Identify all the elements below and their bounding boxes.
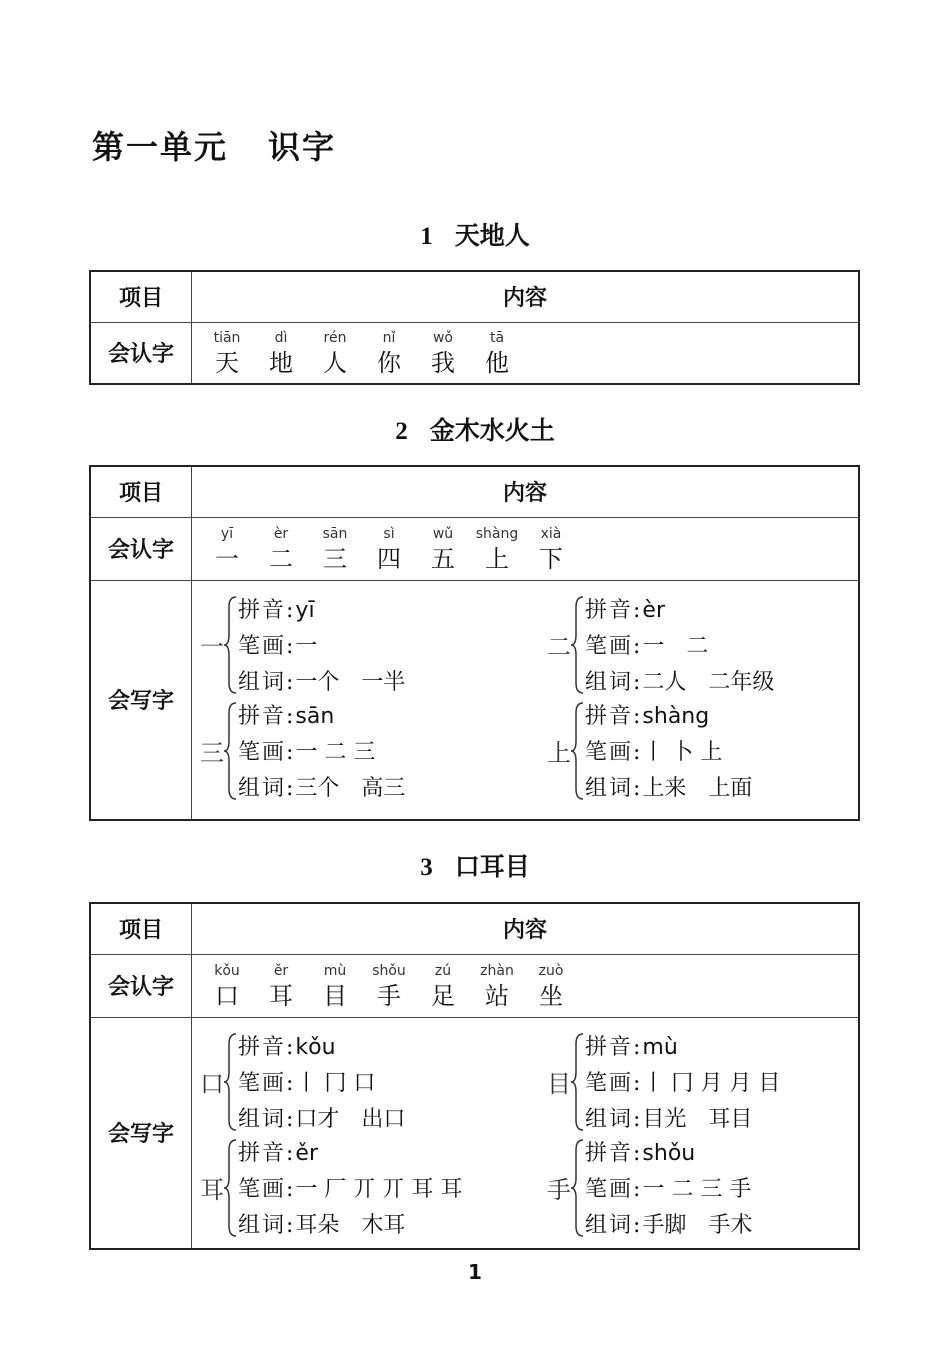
words-line <box>238 1208 405 1239</box>
unit-title-number: 第一单元 <box>92 128 229 166</box>
hanzi-char: 天 <box>215 348 239 377</box>
lesson-2-title <box>0 411 950 447</box>
line-label: 拼音: <box>585 597 643 623</box>
hanzi-char: 人 <box>323 348 347 377</box>
pinyin-label: xià <box>540 525 562 542</box>
line-label: 组词: <box>585 1106 643 1132</box>
line-value: 手脚 手术 <box>642 1212 753 1238</box>
hanzi-char: 耳 <box>269 981 293 1010</box>
pinyin-label: sì <box>383 525 395 542</box>
lesson-name: 口耳目 <box>454 852 530 881</box>
pinyin-label: nǐ <box>382 329 396 346</box>
header-item: 项目 <box>90 466 192 517</box>
brace-icon <box>223 595 237 695</box>
hanzi-char: 手 <box>377 981 401 1010</box>
words-line <box>238 1102 405 1133</box>
line-label: 拼音: <box>238 1140 296 1166</box>
hanzi-char: 我 <box>431 348 455 377</box>
lesson-number: 3 <box>420 854 433 881</box>
write-char: 耳 <box>200 1175 224 1204</box>
recognize-char <box>416 524 470 574</box>
write-char: 二 <box>547 632 571 661</box>
pinyin-label: zhàn <box>480 962 514 979</box>
line-value: 一 <box>295 633 318 659</box>
write-cell <box>192 580 860 820</box>
lesson-1-table <box>89 270 860 385</box>
recognize-char <box>200 328 254 378</box>
strokes-line <box>585 629 708 660</box>
line-label: 笔画: <box>585 739 643 765</box>
header-content: 内容 <box>192 271 860 322</box>
write-block <box>200 701 500 806</box>
line-value: 上来 上面 <box>642 775 753 801</box>
strokes-line <box>238 629 317 660</box>
header-content: 内容 <box>192 466 860 517</box>
recognize-chars <box>192 328 858 378</box>
pinyin-label: èr <box>273 525 289 542</box>
lesson-3-title <box>0 847 950 883</box>
pinyin-line <box>238 1030 336 1061</box>
recognize-char <box>200 524 254 574</box>
recognize-cell <box>192 517 860 580</box>
line-value: 丨 卜 上 <box>642 739 723 765</box>
write-block <box>200 1032 500 1137</box>
line-label: 笔画: <box>585 1176 643 1202</box>
line-value: 一个 一半 <box>295 669 406 695</box>
hanzi-char: 他 <box>485 348 509 377</box>
header-content: 内容 <box>192 903 860 954</box>
pinyin-label: ěr <box>273 962 289 979</box>
pinyin-line <box>238 593 315 624</box>
write-block <box>200 1138 500 1243</box>
strokes-line <box>238 1172 462 1203</box>
write-block <box>547 1032 847 1137</box>
row-label-recognize: 会认字 <box>90 517 192 580</box>
words-line <box>585 1208 752 1239</box>
line-label: 组词: <box>238 669 296 695</box>
pinyin-label: tā <box>489 329 505 346</box>
brace-icon <box>570 1138 584 1238</box>
row-label-write: 会写字 <box>90 1017 192 1249</box>
line-label: 笔画: <box>238 633 296 659</box>
strokes-line <box>585 735 722 766</box>
unit-title-topic: 识字 <box>268 128 337 166</box>
row-label-recognize: 会认字 <box>90 322 192 384</box>
row-label-recognize: 会认字 <box>90 954 192 1017</box>
brace-icon <box>223 1032 237 1132</box>
line-value: 口才 出口 <box>295 1106 406 1132</box>
line-value: 目光 耳目 <box>642 1106 753 1132</box>
recognize-char <box>416 961 470 1011</box>
header-item: 项目 <box>90 271 192 322</box>
pinyin-label: mù <box>323 962 347 979</box>
line-label: 组词: <box>238 1212 296 1238</box>
line-label: 组词: <box>585 775 643 801</box>
lesson-name: 天地人 <box>454 221 530 250</box>
recognize-char <box>308 524 362 574</box>
write-block <box>200 595 500 700</box>
line-label: 拼音: <box>238 597 296 623</box>
line-value: sān <box>295 703 335 729</box>
line-value: mù <box>642 1034 678 1060</box>
lesson-3-table <box>89 902 860 1250</box>
recognize-char <box>200 961 254 1011</box>
recognize-char <box>470 328 524 378</box>
pinyin-label: yī <box>220 525 234 542</box>
line-label: 组词: <box>238 775 296 801</box>
hanzi-char: 五 <box>431 544 455 573</box>
line-value: èr <box>642 597 666 623</box>
pinyin-line <box>585 1030 678 1061</box>
write-block <box>547 595 847 700</box>
line-value: 丨 冂 月 月 目 <box>642 1070 781 1096</box>
hanzi-char: 目 <box>323 981 347 1010</box>
hanzi-char: 地 <box>269 348 293 377</box>
pinyin-label: shǒu <box>372 962 406 979</box>
line-label: 笔画: <box>238 1070 296 1096</box>
pinyin-label: wǔ <box>432 525 454 542</box>
pinyin-line <box>238 699 334 730</box>
line-label: 拼音: <box>585 1140 643 1166</box>
recognize-char <box>362 961 416 1011</box>
line-value: kǒu <box>295 1034 336 1060</box>
write-cell <box>192 1017 860 1249</box>
write-block <box>547 701 847 806</box>
pinyin-label: zuò <box>538 962 564 979</box>
strokes-line <box>585 1172 751 1203</box>
words-line <box>238 771 405 802</box>
line-value: 一 厂 丌 丌 耳 耳 <box>295 1176 463 1202</box>
hanzi-char: 足 <box>431 981 455 1010</box>
line-value: 三个 高三 <box>295 775 406 801</box>
hanzi-char: 站 <box>485 981 509 1010</box>
lesson-name: 金木水火土 <box>429 416 555 445</box>
pinyin-label: zú <box>434 962 452 979</box>
recognize-char <box>362 328 416 378</box>
recognize-chars <box>192 961 858 1011</box>
recognize-char <box>254 328 308 378</box>
strokes-line <box>238 735 375 766</box>
brace-icon <box>223 701 237 801</box>
recognize-chars <box>192 524 858 574</box>
pinyin-label: tiān <box>213 329 241 346</box>
words-line <box>585 1102 752 1133</box>
recognize-char <box>308 961 362 1011</box>
hanzi-char: 一 <box>215 544 239 573</box>
line-value: shǒu <box>642 1140 696 1166</box>
lesson-1-title <box>0 216 950 252</box>
row-label-write: 会写字 <box>90 580 192 820</box>
hanzi-char: 下 <box>539 544 563 573</box>
recognize-char <box>524 961 578 1011</box>
pinyin-line <box>585 1136 695 1167</box>
line-label: 笔画: <box>585 633 643 659</box>
hanzi-char: 坐 <box>539 981 563 1010</box>
words-line <box>238 665 405 696</box>
hanzi-char: 你 <box>377 348 401 377</box>
pinyin-label: dì <box>274 329 288 346</box>
line-label: 笔画: <box>238 1176 296 1202</box>
recognize-char <box>470 961 524 1011</box>
recognize-char <box>254 524 308 574</box>
line-value: 一 二 <box>642 633 709 659</box>
line-value: shàng <box>642 703 710 729</box>
recognize-char <box>524 524 578 574</box>
hanzi-char: 口 <box>215 981 239 1010</box>
pinyin-line <box>238 1136 318 1167</box>
hanzi-char: 二 <box>269 544 293 573</box>
recognize-cell <box>192 322 860 384</box>
pinyin-line <box>585 699 709 730</box>
line-label: 组词: <box>585 1212 643 1238</box>
hanzi-char: 上 <box>485 544 509 573</box>
pinyin-label: sān <box>322 525 348 542</box>
pinyin-label: wǒ <box>432 329 453 346</box>
line-value: 一 二 三 手 <box>642 1176 752 1202</box>
brace-icon <box>570 701 584 801</box>
line-label: 笔画: <box>585 1070 643 1096</box>
hanzi-char: 三 <box>323 544 347 573</box>
write-char: 手 <box>547 1175 571 1204</box>
write-char: 目 <box>547 1069 571 1098</box>
line-value: ěr <box>295 1140 319 1166</box>
lesson-number: 2 <box>395 418 408 445</box>
pinyin-label: kǒu <box>214 962 240 979</box>
header-item: 项目 <box>90 903 192 954</box>
write-char: 口 <box>200 1069 224 1098</box>
recognize-cell <box>192 954 860 1017</box>
line-label: 拼音: <box>585 703 643 729</box>
words-line <box>585 771 752 802</box>
line-label: 拼音: <box>238 1034 296 1060</box>
pinyin-line <box>585 593 665 624</box>
hanzi-char: 四 <box>377 544 401 573</box>
write-char: 三 <box>200 738 224 767</box>
lesson-number: 1 <box>420 223 433 250</box>
words-line <box>585 665 774 696</box>
line-label: 笔画: <box>238 739 296 765</box>
brace-icon <box>223 1138 237 1238</box>
page-number: 1 <box>468 1260 482 1284</box>
write-block <box>547 1138 847 1243</box>
strokes-line <box>238 1066 375 1097</box>
unit-title <box>92 122 336 168</box>
line-value: 丨 冂 口 <box>295 1070 376 1096</box>
pinyin-label: shàng <box>475 525 519 542</box>
line-value: 二人 二年级 <box>642 669 775 695</box>
recognize-char <box>362 524 416 574</box>
strokes-line <box>585 1066 780 1097</box>
pinyin-label: rén <box>323 329 347 346</box>
line-label: 组词: <box>585 669 643 695</box>
line-value: yī <box>295 597 315 623</box>
recognize-char <box>308 328 362 378</box>
line-value: 耳朵 木耳 <box>295 1212 406 1238</box>
line-label: 拼音: <box>238 703 296 729</box>
write-char: 上 <box>547 738 571 767</box>
brace-icon <box>570 595 584 695</box>
recognize-char <box>254 961 308 1011</box>
write-char: 一 <box>200 632 224 661</box>
recognize-char <box>416 328 470 378</box>
lesson-2-table <box>89 465 860 821</box>
line-value: 一 二 三 <box>295 739 376 765</box>
brace-icon <box>570 1032 584 1132</box>
line-label: 组词: <box>238 1106 296 1132</box>
line-label: 拼音: <box>585 1034 643 1060</box>
recognize-char <box>470 524 524 574</box>
